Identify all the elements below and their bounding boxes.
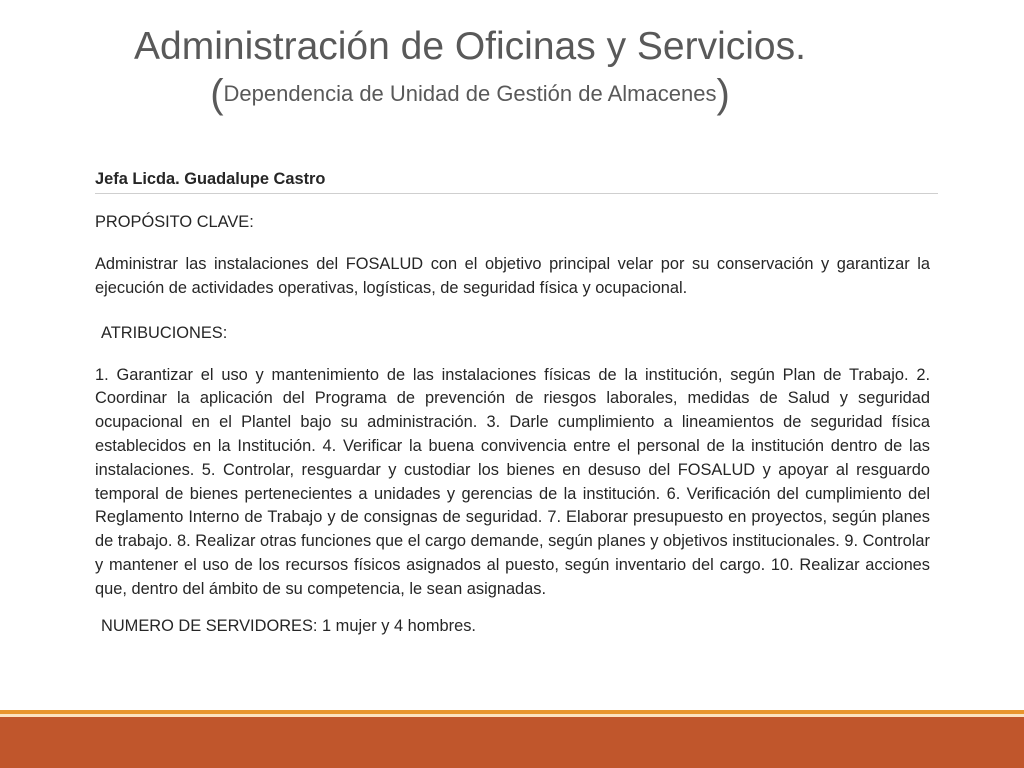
subtitle-close-paren: ) — [716, 72, 730, 116]
chief-name: Jefa Licda. Guadalupe Castro — [95, 170, 326, 188]
attributions-text: 1. Garantizar el uso y mantenimiento de las instalaciones físicas de la institución, según Plan de Trabajo. 2. Coordinar la aplicación del Programa de prevención de riesgos laborales, medidas de Salud y seguridad ocupacional en el Plantel bajo su administración. 3. Darle cumplimiento a lineamientos de seguridad física establecidos en la Institución. 4. Verificar la buena convivencia entre el personal de la institución dentro de las instalaciones. 5. Controlar, resguardar y custodiar los bienes en desuso del FOSALUD y apoyar al resguardo temporal de bienes pertenecientes a unidades y gerencias de la institución. 6. Verificación del cumplimiento del Reglamento Interno de Trabajo y de consignas de seguridad. 7. Elaborar presupuesto en proyectos, según planes de trabajo. 8. Realizar otras funciones que el cargo demande, según planes y objetivos institucionales. 9. Controlar y mantener el uso de los recursos físicos asignados al puesto, según inventario del cargo. 10. Realizar acciones que, dentro del ámbito de su competencia, le sean asignadas. — [95, 365, 930, 598]
servers-count: NUMERO DE SERVIDORES: 1 mujer y 4 hombres. — [101, 616, 476, 635]
subtitle-text: Dependencia de Unidad de Gestión de Almacenes — [223, 81, 717, 106]
attributions-heading: ATRIBUCIONES: — [101, 323, 228, 342]
slide-title-block — [80, 22, 860, 116]
slide-body — [95, 164, 930, 641]
purpose-heading: PROPÓSITO CLAVE: — [95, 213, 254, 231]
purpose-text: Administrar las instalaciones del FOSALUD con el objetivo principal velar por su conservación y garantizar la ejecución de actividades operativas, logísticas, de seguridad física y ocupacional. — [95, 255, 930, 297]
footer-band — [0, 717, 1024, 768]
subtitle-open-paren: ( — [210, 72, 224, 116]
slide-subtitle — [80, 72, 860, 116]
slide-title: Administración de Oficinas y Servicios. — [134, 25, 806, 68]
